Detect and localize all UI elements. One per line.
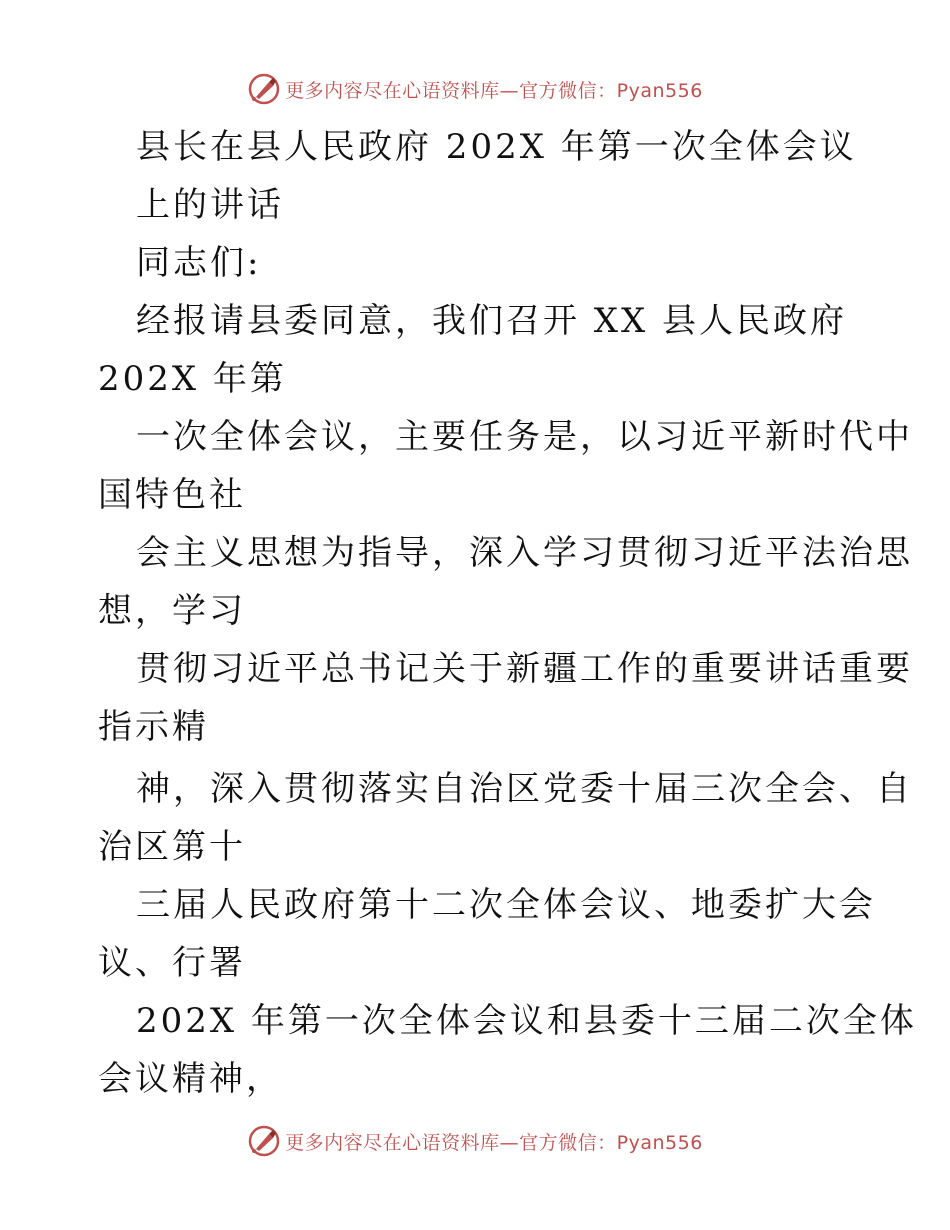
paragraph-line: 202X 年第一次全体会议和县委十三届二次全体 <box>136 1001 917 1041</box>
paragraph-line: 想，学习 <box>98 591 246 631</box>
title-line-2: 上的讲话 <box>136 185 284 225</box>
watermark-text: 更多内容尽在心语资料库—官方微信：Pyan556 <box>285 79 703 102</box>
paragraph-line: 三届人民政府第十二次全体会议、地委扩大会 <box>136 885 876 925</box>
watermark-footer <box>0 1124 950 1158</box>
title-line-1: 县长在县人民政府 202X 年第一次全体会议 <box>136 127 857 167</box>
paragraph-line: 一次全体会议，主要任务是，以习近平新时代中 <box>136 417 913 457</box>
paragraph-line: 议、行署 <box>98 943 246 983</box>
paragraph-line: 经报请县委同意，我们召开 XX 县人民政府 <box>136 301 848 341</box>
paragraph-line: 202X 年第 <box>98 359 287 399</box>
watermark-header <box>0 72 950 106</box>
paragraph-line: 贯彻习近平总书记关于新疆工作的重要讲话重要 <box>136 649 913 689</box>
salutation: 同志们: <box>136 243 262 283</box>
paragraph-line: 神，深入贯彻落实自治区党委十届三次全会、自 <box>136 769 913 809</box>
pen-nib-circle-icon <box>247 1124 281 1158</box>
paragraph-line: 指示精 <box>98 707 209 747</box>
paragraph-line: 国特色社 <box>98 475 246 515</box>
paragraph-line: 会议精神， <box>98 1059 283 1099</box>
paragraph-line: 会主义思想为指导，深入学习贯彻习近平法治思 <box>136 533 913 573</box>
watermark-text: 更多内容尽在心语资料库—官方微信：Pyan556 <box>285 1131 703 1154</box>
pen-nib-circle-icon <box>247 72 281 106</box>
paragraph-line: 治区第十 <box>98 827 246 867</box>
